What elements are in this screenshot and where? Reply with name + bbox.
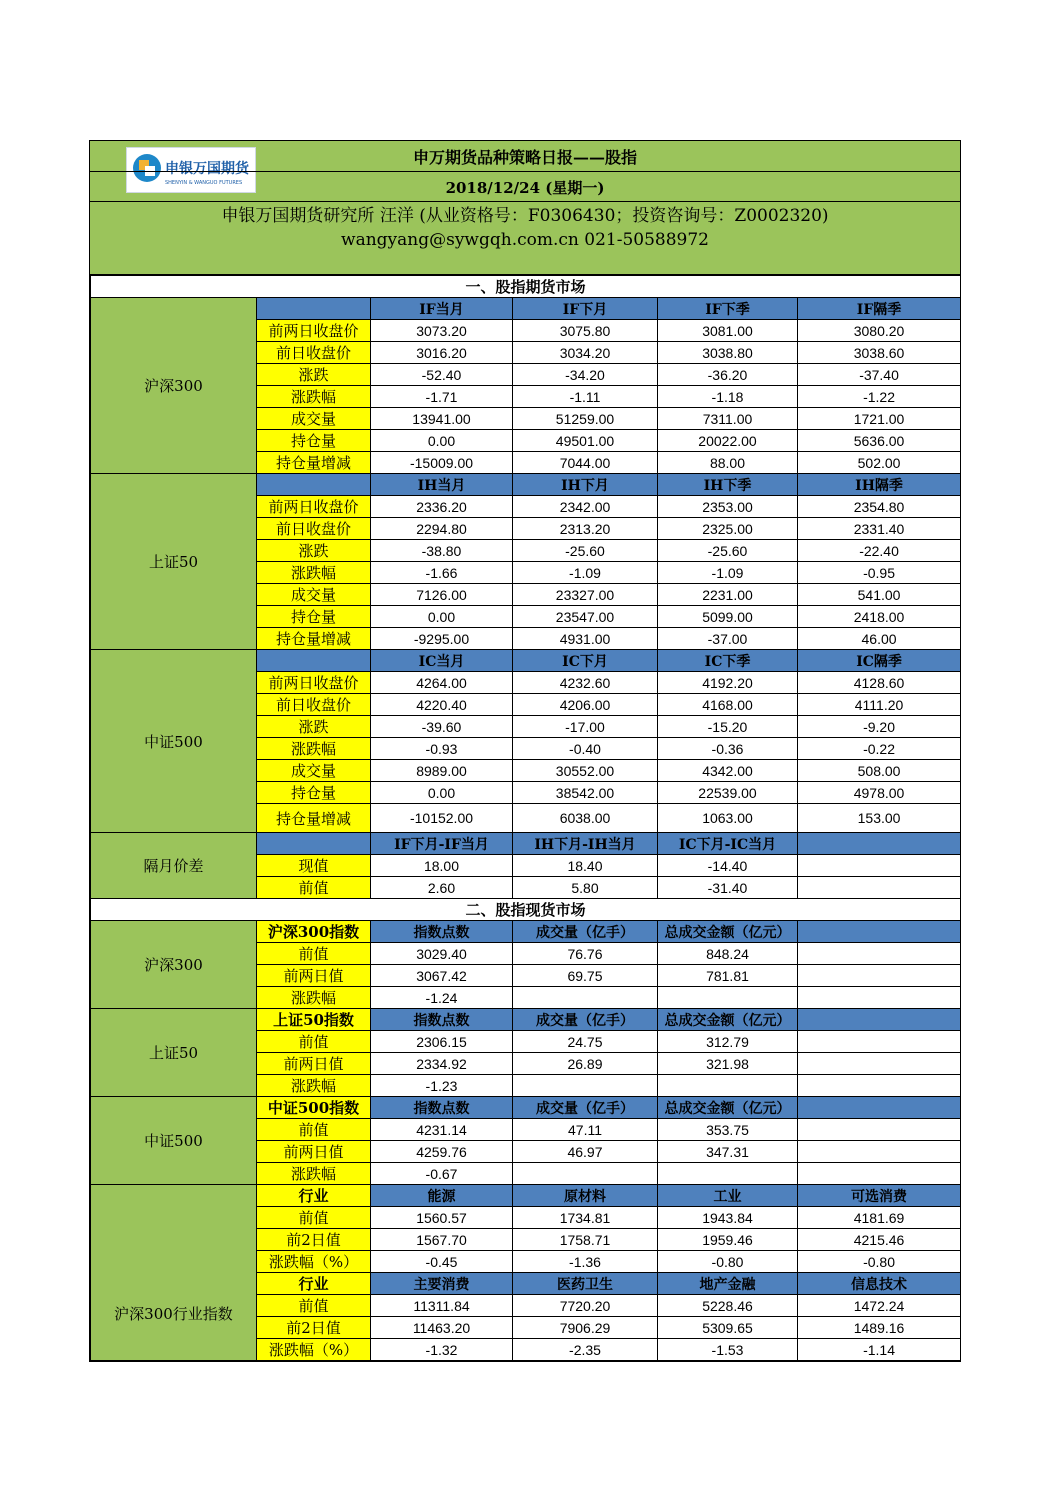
column-header: 总成交金额（亿元）	[658, 1097, 798, 1119]
cell-value: -22.40	[798, 540, 961, 562]
cell-value: 26.89	[513, 1053, 658, 1075]
row-label: 涨跌幅	[257, 1163, 371, 1185]
row-label: 涨跌	[257, 540, 371, 562]
logo-subtext: SHENYIN & WANGUO FUTURES	[165, 180, 243, 186]
cell-value: -37.40	[798, 364, 961, 386]
row-label: 前两日值	[257, 1053, 371, 1075]
cell-value: 18.40	[513, 855, 658, 877]
cell-value: 153.00	[798, 804, 961, 833]
cell-value: 2334.92	[371, 1053, 513, 1075]
cell-value: 7126.00	[371, 584, 513, 606]
cell-value: 18.00	[371, 855, 513, 877]
column-header: IH隔季	[798, 474, 961, 496]
cell-value: 76.76	[513, 943, 658, 965]
row-label: 前两日收盘价	[257, 496, 371, 518]
row-head-label: 行业	[257, 1185, 371, 1207]
row-label: 持仓量	[257, 782, 371, 804]
cell-value: 4264.00	[371, 672, 513, 694]
cell-value: 3034.20	[513, 342, 658, 364]
report-sheet	[89, 140, 961, 1362]
row-label: 持仓量增减	[257, 628, 371, 650]
cell-value	[513, 1163, 658, 1185]
column-header: IH当月	[371, 474, 513, 496]
column-header: 信息技术	[798, 1273, 961, 1295]
cell-value: 4220.40	[371, 694, 513, 716]
row-label: 涨跌幅	[257, 562, 371, 584]
cell-value: 4168.00	[658, 694, 798, 716]
cell-value: -1.32	[371, 1339, 513, 1361]
cell-value	[798, 987, 961, 1009]
cell-value: 3038.80	[658, 342, 798, 364]
cell-value: 1959.46	[658, 1229, 798, 1251]
column-header	[798, 1009, 961, 1031]
column-header: 原材料	[513, 1185, 658, 1207]
cell-value	[798, 943, 961, 965]
row-label: 前值	[257, 1031, 371, 1053]
cell-value: -1.22	[798, 386, 961, 408]
cell-value: -9.20	[798, 716, 961, 738]
row-head-label: 沪深300指数	[257, 921, 371, 943]
cell-value: 4231.14	[371, 1119, 513, 1141]
cell-value: 0.00	[371, 782, 513, 804]
row-label: 持仓量	[257, 606, 371, 628]
column-header	[798, 1097, 961, 1119]
cell-value: -15009.00	[371, 452, 513, 474]
group-label: 上证50	[91, 1009, 257, 1097]
cell-value	[798, 1053, 961, 1075]
cell-value: 312.79	[658, 1031, 798, 1053]
cell-value: -0.80	[658, 1251, 798, 1273]
cell-value: 30552.00	[513, 760, 658, 782]
row-label: 前值	[257, 1119, 371, 1141]
cell-value: 3080.20	[798, 320, 961, 342]
row-label: 涨跌幅	[257, 1075, 371, 1097]
header-blank	[257, 650, 371, 672]
row-label: 涨跌	[257, 364, 371, 386]
column-header: 成交量（亿手）	[513, 1097, 658, 1119]
cell-value: -0.45	[371, 1251, 513, 1273]
data-table	[90, 275, 961, 1361]
author-block	[90, 202, 960, 275]
cell-value: -38.80	[371, 540, 513, 562]
cell-value: 4206.00	[513, 694, 658, 716]
cell-value: 5309.65	[658, 1317, 798, 1339]
cell-value: -0.80	[798, 1251, 961, 1273]
cell-value: 1721.00	[798, 408, 961, 430]
column-header: IC当月	[371, 650, 513, 672]
cell-value: 4259.76	[371, 1141, 513, 1163]
cell-value: 23327.00	[513, 584, 658, 606]
cell-value	[798, 1141, 961, 1163]
cell-value: 51259.00	[513, 408, 658, 430]
group-label: 沪深300行业指数	[91, 1185, 257, 1361]
cell-value	[798, 1163, 961, 1185]
column-header: IF下月	[513, 298, 658, 320]
cell-value: 1063.00	[658, 804, 798, 833]
cell-value: 4215.46	[798, 1229, 961, 1251]
cell-value: 1567.70	[371, 1229, 513, 1251]
cell-value: -1.11	[513, 386, 658, 408]
column-header: 地产金融	[658, 1273, 798, 1295]
row-label: 前两日收盘价	[257, 320, 371, 342]
group-label: 沪深300	[91, 921, 257, 1009]
cell-value: 20022.00	[658, 430, 798, 452]
cell-value: 2313.20	[513, 518, 658, 540]
cell-value: 38542.00	[513, 782, 658, 804]
row-label: 涨跌幅（%）	[257, 1339, 371, 1361]
cell-value: 502.00	[798, 452, 961, 474]
row-head-label: 行业	[257, 1273, 371, 1295]
cell-value: 46.97	[513, 1141, 658, 1163]
cell-value: -1.53	[658, 1339, 798, 1361]
row-head-label: 中证500指数	[257, 1097, 371, 1119]
row-label: 成交量	[257, 584, 371, 606]
row-label: 前两日值	[257, 965, 371, 987]
cell-value: 11463.20	[371, 1317, 513, 1339]
row-label: 前2日值	[257, 1229, 371, 1251]
group-label: 沪深300	[91, 298, 257, 474]
header-blank	[257, 833, 371, 855]
cell-value: 4111.20	[798, 694, 961, 716]
cell-value	[798, 965, 961, 987]
cell-value: -9295.00	[371, 628, 513, 650]
cell-value: -52.40	[371, 364, 513, 386]
cell-value: 2336.20	[371, 496, 513, 518]
section-title-spot: 二、股指现货市场	[91, 899, 961, 921]
row-label: 现值	[257, 855, 371, 877]
cell-value: 69.75	[513, 965, 658, 987]
cell-value: 0.00	[371, 430, 513, 452]
row-label: 前两日收盘价	[257, 672, 371, 694]
cell-value: 46.00	[798, 628, 961, 650]
cell-value: -1.36	[513, 1251, 658, 1273]
cell-value: 3067.42	[371, 965, 513, 987]
cell-value: 4192.20	[658, 672, 798, 694]
cell-value: -0.93	[371, 738, 513, 760]
cell-value: 3075.80	[513, 320, 658, 342]
column-header: 能源	[371, 1185, 513, 1207]
column-header: 主要消费	[371, 1273, 513, 1295]
cell-value: 0.00	[371, 606, 513, 628]
column-header: IF当月	[371, 298, 513, 320]
cell-value: 4931.00	[513, 628, 658, 650]
row-label: 前2日值	[257, 1317, 371, 1339]
cell-value: 3029.40	[371, 943, 513, 965]
cell-value	[658, 987, 798, 1009]
cell-value: 7906.29	[513, 1317, 658, 1339]
cell-value: 508.00	[798, 760, 961, 782]
cell-value: -37.00	[658, 628, 798, 650]
contact-line: wangyang@sywgqh.com.cn 021-50588972	[341, 230, 709, 250]
cell-value: -39.60	[371, 716, 513, 738]
cell-value: 321.98	[658, 1053, 798, 1075]
cell-value: -31.40	[658, 877, 798, 899]
column-header: IH下季	[658, 474, 798, 496]
row-label: 涨跌幅	[257, 987, 371, 1009]
column-header: IH下月	[513, 474, 658, 496]
cell-value	[798, 1075, 961, 1097]
cell-value: -25.60	[513, 540, 658, 562]
row-label: 前值	[257, 1207, 371, 1229]
column-header	[798, 921, 961, 943]
cell-value: 2325.00	[658, 518, 798, 540]
cell-value: -25.60	[658, 540, 798, 562]
cell-value: 47.11	[513, 1119, 658, 1141]
cell-value: 5.80	[513, 877, 658, 899]
row-label: 前值	[257, 943, 371, 965]
cell-value	[658, 1163, 798, 1185]
cell-value: -1.71	[371, 386, 513, 408]
row-label: 持仓量增减	[257, 804, 371, 833]
cell-value: -0.40	[513, 738, 658, 760]
cell-value: -17.00	[513, 716, 658, 738]
cell-value: 781.81	[658, 965, 798, 987]
row-label: 前日收盘价	[257, 518, 371, 540]
header-blank	[257, 298, 371, 320]
cell-value: 88.00	[658, 452, 798, 474]
column-header: IF隔季	[798, 298, 961, 320]
group-label: 中证500	[91, 1097, 257, 1185]
cell-value: -10152.00	[371, 804, 513, 833]
cell-value: 2306.15	[371, 1031, 513, 1053]
cell-value: 848.24	[658, 943, 798, 965]
cell-value: 1489.16	[798, 1317, 961, 1339]
cell-value: 24.75	[513, 1031, 658, 1053]
cell-value: 353.75	[658, 1119, 798, 1141]
author-line: 申银万国期货研究所 汪洋 (从业资格号：F0306430；投资咨询号：Z0002320)	[221, 206, 829, 226]
cell-value: 49501.00	[513, 430, 658, 452]
cell-value: -1.14	[798, 1339, 961, 1361]
column-header: IC下月-IC当月	[658, 833, 798, 855]
cell-value: 5228.46	[658, 1295, 798, 1317]
header-blank	[257, 474, 371, 496]
section-title-futures: 一、股指期货市场	[91, 276, 961, 298]
cell-value: 7044.00	[513, 452, 658, 474]
cell-value: 2342.00	[513, 496, 658, 518]
cell-value: 1560.57	[371, 1207, 513, 1229]
column-header: IC下月	[513, 650, 658, 672]
cell-value: 4978.00	[798, 782, 961, 804]
column-header: 成交量（亿手）	[513, 921, 658, 943]
cell-value: 5099.00	[658, 606, 798, 628]
column-header: 指数点数	[371, 921, 513, 943]
row-label: 持仓量增减	[257, 452, 371, 474]
cell-value: -1.24	[371, 987, 513, 1009]
column-header: 工业	[658, 1185, 798, 1207]
column-header: 成交量（亿手）	[513, 1009, 658, 1031]
column-header: IF下季	[658, 298, 798, 320]
column-header: IC下季	[658, 650, 798, 672]
cell-value: -1.09	[658, 562, 798, 584]
cell-value: 7311.00	[658, 408, 798, 430]
row-label: 涨跌	[257, 716, 371, 738]
cell-value: -1.23	[371, 1075, 513, 1097]
cell-value: 7720.20	[513, 1295, 658, 1317]
row-label: 成交量	[257, 408, 371, 430]
cell-value	[513, 987, 658, 1009]
row-head-label: 上证50指数	[257, 1009, 371, 1031]
column-header: 医药卫生	[513, 1273, 658, 1295]
cell-value: 3081.00	[658, 320, 798, 342]
cell-value	[798, 1031, 961, 1053]
cell-value: 4181.69	[798, 1207, 961, 1229]
cell-value: 4342.00	[658, 760, 798, 782]
cell-value: -0.95	[798, 562, 961, 584]
row-label: 前值	[257, 1295, 371, 1317]
report-header	[90, 141, 960, 202]
column-header: IF下月-IF当月	[371, 833, 513, 855]
row-label: 涨跌幅	[257, 738, 371, 760]
row-label: 涨跌幅	[257, 386, 371, 408]
cell-value: 3073.20	[371, 320, 513, 342]
report-date: 2018/12/24 (星期一)	[445, 179, 605, 197]
cell-value: -2.35	[513, 1339, 658, 1361]
cell-value: 4128.60	[798, 672, 961, 694]
cell-value: -36.20	[658, 364, 798, 386]
cell-value: -1.18	[658, 386, 798, 408]
cell-value: 2294.80	[371, 518, 513, 540]
cell-value: 1943.84	[658, 1207, 798, 1229]
column-header: IC隔季	[798, 650, 961, 672]
column-header: 总成交金额（亿元）	[658, 1009, 798, 1031]
cell-value	[658, 1075, 798, 1097]
cell-value: 11311.84	[371, 1295, 513, 1317]
report-title: 申万期货品种策略日报——股指	[412, 148, 637, 167]
cell-value: 541.00	[798, 584, 961, 606]
cell-value: 5636.00	[798, 430, 961, 452]
group-label: 上证50	[91, 474, 257, 650]
cell-value: 2354.80	[798, 496, 961, 518]
cell-value: -14.40	[658, 855, 798, 877]
row-label: 前日收盘价	[257, 694, 371, 716]
cell-value: -0.36	[658, 738, 798, 760]
cell-value: 2418.00	[798, 606, 961, 628]
row-label: 成交量	[257, 760, 371, 782]
cell-value: 2231.00	[658, 584, 798, 606]
cell-value: 4232.60	[513, 672, 658, 694]
cell-value: 22539.00	[658, 782, 798, 804]
cell-value: 3016.20	[371, 342, 513, 364]
cell-value: -1.66	[371, 562, 513, 584]
column-header	[798, 833, 961, 855]
cell-value	[798, 1119, 961, 1141]
cell-value: 8989.00	[371, 760, 513, 782]
cell-value: 6038.00	[513, 804, 658, 833]
cell-value: -15.20	[658, 716, 798, 738]
cell-value: 2.60	[371, 877, 513, 899]
column-header: 指数点数	[371, 1009, 513, 1031]
column-header: 指数点数	[371, 1097, 513, 1119]
cell-value: 23547.00	[513, 606, 658, 628]
group-label: 隔月价差	[91, 833, 257, 899]
cell-value: -0.22	[798, 738, 961, 760]
row-label: 涨跌幅（%）	[257, 1251, 371, 1273]
column-header: IH下月-IH当月	[513, 833, 658, 855]
cell-value: -34.20	[513, 364, 658, 386]
cell-value: 13941.00	[371, 408, 513, 430]
row-label: 前两日值	[257, 1141, 371, 1163]
column-header: 可选消费	[798, 1185, 961, 1207]
cell-value: 347.31	[658, 1141, 798, 1163]
row-label: 前值	[257, 877, 371, 899]
column-header: 总成交金额（亿元）	[658, 921, 798, 943]
logo-text: 申银万国期货	[165, 161, 249, 177]
cell-value: 2353.00	[658, 496, 798, 518]
group-label: 中证500	[91, 650, 257, 833]
row-label: 持仓量	[257, 430, 371, 452]
cell-value	[798, 877, 961, 899]
cell-value	[513, 1075, 658, 1097]
cell-value: 2331.40	[798, 518, 961, 540]
cell-value: 1734.81	[513, 1207, 658, 1229]
cell-value: -1.09	[513, 562, 658, 584]
cell-value: -0.67	[371, 1163, 513, 1185]
cell-value: 1472.24	[798, 1295, 961, 1317]
cell-value	[798, 855, 961, 877]
cell-value: 1758.71	[513, 1229, 658, 1251]
cell-value: 3038.60	[798, 342, 961, 364]
row-label: 前日收盘价	[257, 342, 371, 364]
